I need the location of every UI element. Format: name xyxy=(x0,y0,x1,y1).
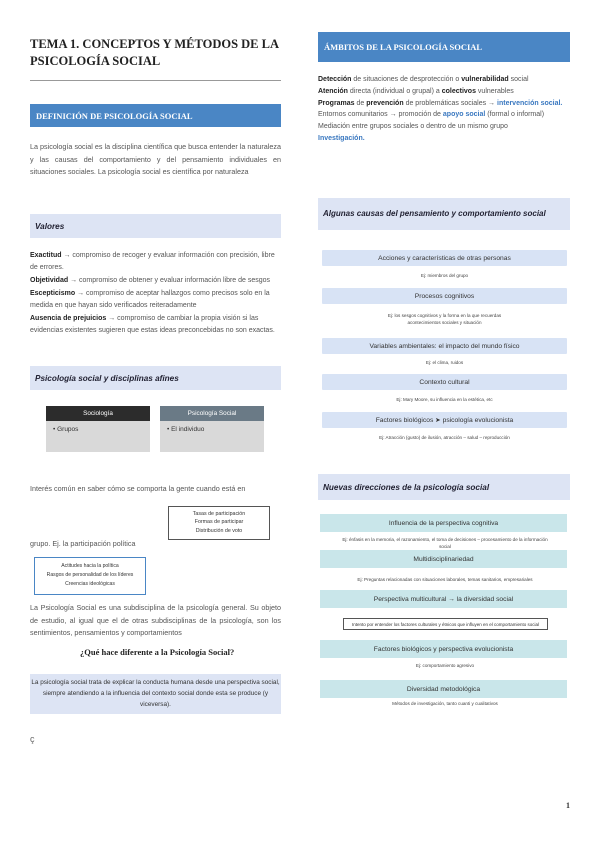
definicion-header: DEFINICIÓN DE PSICOLOGÍA SOCIAL xyxy=(30,104,281,127)
ambito-item: Mediación entre grupos sociales o dentro de un mismo grupo xyxy=(318,123,508,131)
valor-item-exactitud: Exactitud → compromiso de recoger y evaluar información con precisión, libre de errores. xyxy=(30,252,275,272)
sociologia-table-body: • Grupos xyxy=(46,421,150,452)
page-number: 1 xyxy=(566,801,570,810)
sociologia-table xyxy=(46,406,150,452)
causa-box: Contexto cultural xyxy=(322,374,567,390)
direccion-example: Ej: Preguntas relacionadas con situaciones laborales, temas sanitarios, empresariales xyxy=(357,577,533,582)
direccion-example-box: Intento por entender los factores culturales y étnicos que influyen en el comportamiento social xyxy=(343,618,548,630)
causa-box: Acciones y características de otras personas xyxy=(322,250,567,266)
valor-item-escepticismo: Escepticismo → compromiso de aceptar hallazgos como precisos solo en la medida en que hayan sido verificados reiteradamente xyxy=(30,289,270,309)
causa-box: Variables ambientales: el impacto del mundo físico xyxy=(322,338,567,354)
psicologia-social-table-head: Psicología Social xyxy=(160,406,264,421)
actitudes-box xyxy=(34,557,146,595)
causa-example: Ej: el clima, ruidos xyxy=(425,360,464,365)
tasas-line: Distribución de voto xyxy=(195,527,243,534)
tasas-line: Formas de participar xyxy=(194,519,244,526)
valor-item-ausencia-prejuicios: Ausencia de prejuicios → compromiso de cambiar la propia visión si las evidencias existentes sugieren que estas ideas preconcebidas no son exactas. xyxy=(30,314,275,334)
valores-header: Valores xyxy=(30,214,281,238)
causa-example: Ej: Atracción (gusto) de ilusión, atracción – salud – reproducción xyxy=(379,435,510,440)
interes-text-line1: Interés común en saber cómo se comporta la gente cuando está en xyxy=(30,484,246,493)
causa-box: Factores biológicos ➤ psicología evolucionista xyxy=(322,412,567,428)
direccion-example: Métodos de investigación, tanto cuanti y cualitativos xyxy=(392,701,498,706)
quote-box: La psicología social trata de explicar la conducta humana desde una perspectiva social, siempre atendiendo a la influencia del contexto social donde esta se produce (y viceversa). xyxy=(30,674,281,714)
definicion-text: La psicología social es la disciplina científica que busca entender la naturaleza y las causas del comportamiento y del pensamiento individuales en situaciones sociales. La psicología social es científica por naturaleza xyxy=(30,142,281,176)
actitudes-line: Rasgos de personalidad de los líderes xyxy=(46,572,134,578)
psicologia-social-table-body: • El individuo xyxy=(160,421,264,452)
ambito-item: Investigación. xyxy=(318,134,365,142)
causa-example: Ej: miembros del grupo xyxy=(420,273,469,278)
direccion-example: Ej: énfasis en la memoria, el razonamiento, el toma de decisiones – procesamiento de la información social xyxy=(342,537,548,549)
actitudes-line: Creencias ideológicas xyxy=(65,581,115,587)
title-divider xyxy=(30,80,281,81)
interes-text-line2: grupo. Ej. la participación política xyxy=(30,539,136,548)
stray-character: ç xyxy=(30,734,35,744)
actitudes-line: Actitudes hacia la política xyxy=(61,563,119,569)
subdisciplina-text: La Psicología Social es una subdisciplina de la psicología general. Su objeto de estudio, al igual que el de otras subdisciplinas de la psicología, son los sentimientos, pensamientos y comportamientos xyxy=(30,603,281,637)
direccion-box: Multidisciplinariedad xyxy=(320,550,567,568)
direccion-example: Ej: comportamiento agresivo xyxy=(415,663,475,668)
afines-header: Psicología social y disciplinas afines xyxy=(30,366,281,390)
ambito-item: Programas de prevención de problemáticas sociales → intervención social. xyxy=(318,99,563,107)
causa-box: Procesos cognitivos xyxy=(322,288,567,304)
causa-example: Ej: Mary Moore, su influencia en la estética, etc xyxy=(396,397,493,402)
ambito-item: Atención directa (individual o grupal) a colectivos vulnerables xyxy=(318,87,514,95)
causas-header: Algunas causas del pensamiento y comportamiento social xyxy=(318,198,570,230)
sociologia-table-head: Sociología xyxy=(46,406,150,421)
tasas-line: Tasas de participación xyxy=(192,511,246,517)
direcciones-header: Nuevas direcciones de la psicología social xyxy=(318,474,570,500)
valor-item-objetividad: Objetividad → compromiso de obtener y evaluar información libre de sesgos xyxy=(30,276,271,284)
direccion-box: Influencia de la perspectiva cognitiva xyxy=(320,514,567,532)
direccion-box: Diversidad metodológica xyxy=(320,680,567,698)
tasas-box xyxy=(168,506,270,540)
question-heading: ¿Qué hace diferente a la Psicología Social? xyxy=(80,647,235,657)
valores-list xyxy=(30,250,281,337)
ambito-item: Detección de situaciones de desprotección o vulnerabilidad social xyxy=(318,76,529,83)
psicologia-social-table xyxy=(160,406,264,452)
causa-example: Ej: los sesgos cognitivos y la forma en la que recuerdas acontecimientos sociales y situación xyxy=(387,313,502,325)
direccion-box: Factores biológicos y perspectiva evolucionista xyxy=(320,640,567,658)
direccion-box: Perspectiva multicultural → la diversidad social xyxy=(320,590,567,608)
ambitos-list xyxy=(318,74,570,145)
page-title: TEMA 1. CONCEPTOS Y MÉTODOS DE LA PSICOLOGÍA SOCIAL xyxy=(30,37,279,68)
ambito-item: Entornos comunitarios → promoción de apoyo social (formal o informal) xyxy=(318,111,545,119)
ambitos-header: ÁMBITOS DE LA PSICOLOGÍA SOCIAL xyxy=(318,32,570,62)
